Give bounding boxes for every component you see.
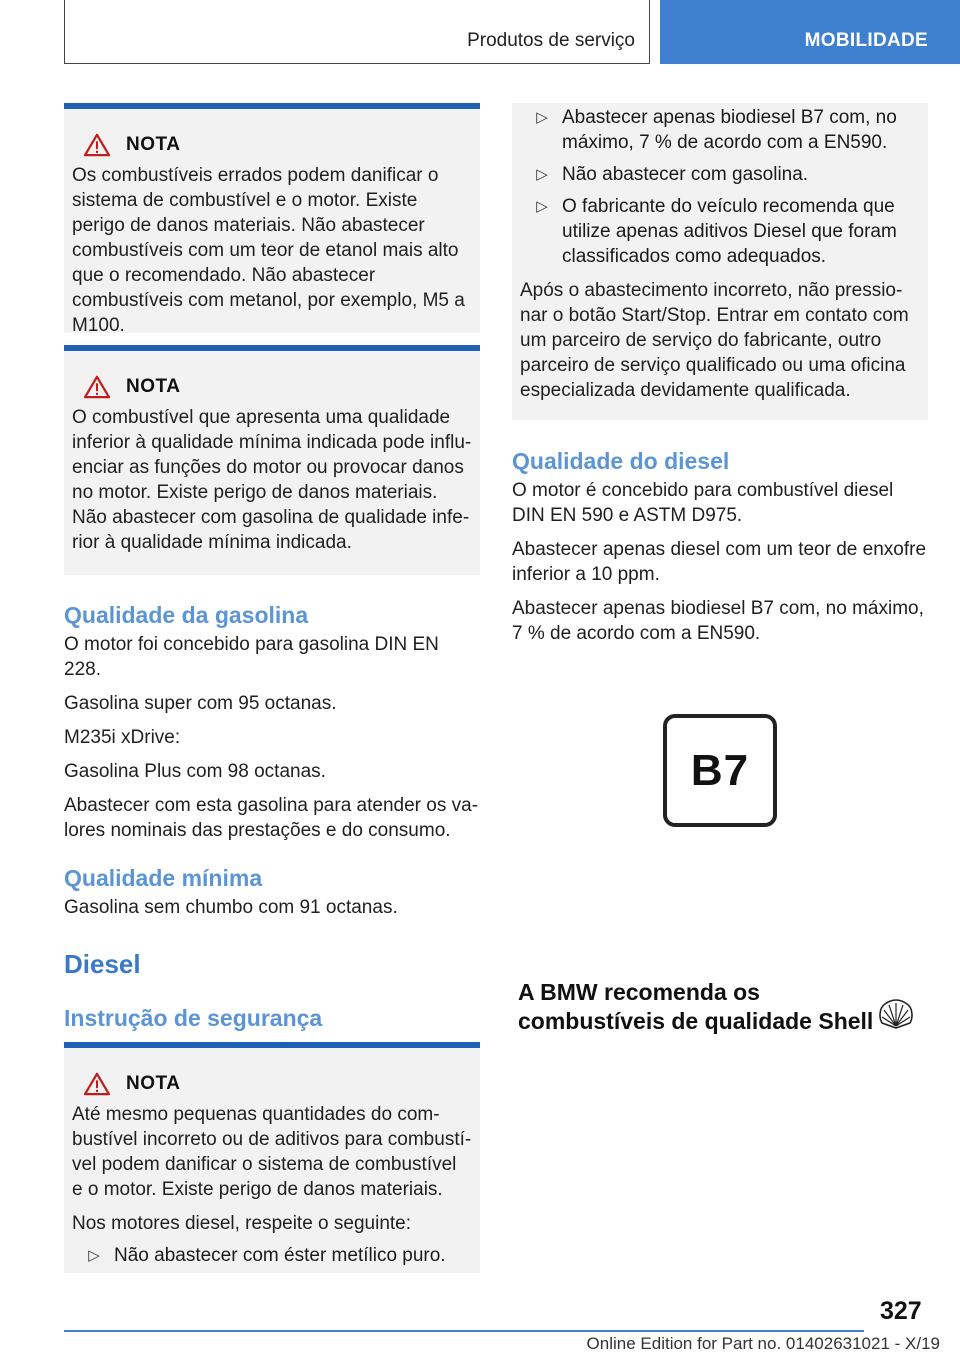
warning-note-diesel <box>64 1042 480 1273</box>
shell-text-line: combustíveis de qualidade Shell <box>518 1008 874 1034</box>
note-text: O combustível que apresenta uma qualidade inferior à qualidade mínima indicada pode influenciar as funções do motor ou provocar danos no motor. Existe perigo de danos materiais. Não abastecer com gasolina de qualidade inferior à qualidade mínima indicada. <box>72 407 472 553</box>
list-item <box>520 162 920 187</box>
warning-triangle-icon <box>82 133 112 157</box>
note-text: Os combustíveis errados podem danificar o sistema de combustível e o motor. Existe perigo de danos materiais. Não abastecer combustíveis com um teor de etanol mais alto que o recomendado. Não abastecer combustíveis com metanol, por exemplo, M5 a M100. <box>72 165 465 336</box>
shell-text-line: A BMW recomenda os <box>518 979 760 1005</box>
header-section-tab <box>64 0 650 64</box>
note-title: NOTA <box>126 134 181 155</box>
warning-note-diesel-continued <box>512 103 928 420</box>
header-section-label: Produtos de serviço <box>467 30 635 51</box>
header-chapter-tab <box>660 0 960 64</box>
gasoline-text: Gasolina Plus com 98 octanas. <box>64 761 326 782</box>
shell-recommendation <box>518 978 873 1036</box>
b7-fuel-label <box>663 714 777 827</box>
footer-edition: Online Edition for Part no. 01402631021 - X/19 <box>586 1334 940 1353</box>
minimum-quality-section <box>64 863 480 920</box>
diesel-quality-text: Abastecer apenas diesel com um teor de enxofre inferior a 10 ppm. <box>512 539 927 585</box>
footer-text <box>0 1334 960 1354</box>
list-item <box>520 194 920 269</box>
diesel-quality-heading: Qualidade do diesel <box>512 448 730 474</box>
list-item <box>72 1243 472 1268</box>
warning-triangle-icon <box>82 1072 112 1096</box>
bullet-triangle-icon: ▷ <box>88 1247 100 1264</box>
diesel-quality-section <box>512 446 928 646</box>
note-text: Após o abastecimento incorreto, não pressionar o botão Start/Stop. Entrar em contato com um parceiro de serviço do fabricante, outro parceiro de serviço qualificado ou uma oficina especializada devidamente qualificada. <box>520 280 909 401</box>
bullet-triangle-icon: ▷ <box>536 166 548 183</box>
list-item-text: Abastecer apenas biodiesel B7 com, no máximo, 7 % de acordo com a EN590. <box>562 107 897 153</box>
note-title: NOTA <box>126 1073 181 1094</box>
note-title: NOTA <box>126 376 181 397</box>
page-number: 327 <box>880 1297 922 1325</box>
bullet-triangle-icon: ▷ <box>536 109 548 126</box>
list-item-text: O fabricante do veículo recomenda que utilize apenas aditivos Diesel que foram classificados como adequados. <box>562 196 897 267</box>
minimum-quality-text: Gasolina sem chumbo com 91 octanas. <box>64 897 398 918</box>
minimum-quality-heading: Qualidade mínima <box>64 865 263 891</box>
gasoline-text: Gasolina super com 95 octanas. <box>64 693 337 714</box>
gasoline-text: O motor foi concebido para gasolina DIN EN 228. <box>64 634 439 680</box>
shell-logo-icon <box>878 998 914 1030</box>
list-item <box>520 105 920 155</box>
header-chapter-label: MOBILIDADE <box>804 30 928 51</box>
list-item-text: Não abastecer com gasolina. <box>562 164 809 185</box>
diesel-quality-text: O motor é concebido para combustível diesel DIN EN 590 e ASTM D975. <box>512 480 894 526</box>
warning-note-fuel <box>64 103 480 336</box>
note-text: Nos motores diesel, respeite o seguinte: <box>72 1213 412 1234</box>
list-item-text: Não abastecer com éster metílico puro. <box>114 1245 446 1266</box>
gasoline-section <box>64 600 480 843</box>
warning-note-quality <box>64 345 480 575</box>
bullet-triangle-icon: ▷ <box>536 198 548 215</box>
safety-subheading: Instrução de segurança <box>64 1005 323 1031</box>
note-text: Até mesmo pequenas quantidades do combustível incorreto ou de aditivos para combustível podem danificar o sistema de combustível e o motor. Existe perigo de danos materiais. <box>72 1104 472 1200</box>
warning-triangle-icon <box>82 375 112 399</box>
footer-divider <box>64 1330 864 1332</box>
diesel-quality-text: Abastecer apenas biodiesel B7 com, no máximo, 7 % de acordo com a EN590. <box>512 598 924 644</box>
b7-label-text: B7 <box>690 745 750 795</box>
gasoline-heading: Qualidade da gasolina <box>64 602 309 628</box>
diesel-heading: Diesel <box>64 949 141 979</box>
gasoline-text: M235i xDrive: <box>64 727 181 748</box>
gasoline-text: Abastecer com esta gasolina para atender os valores nominais das prestações e do consumo. <box>64 795 479 841</box>
